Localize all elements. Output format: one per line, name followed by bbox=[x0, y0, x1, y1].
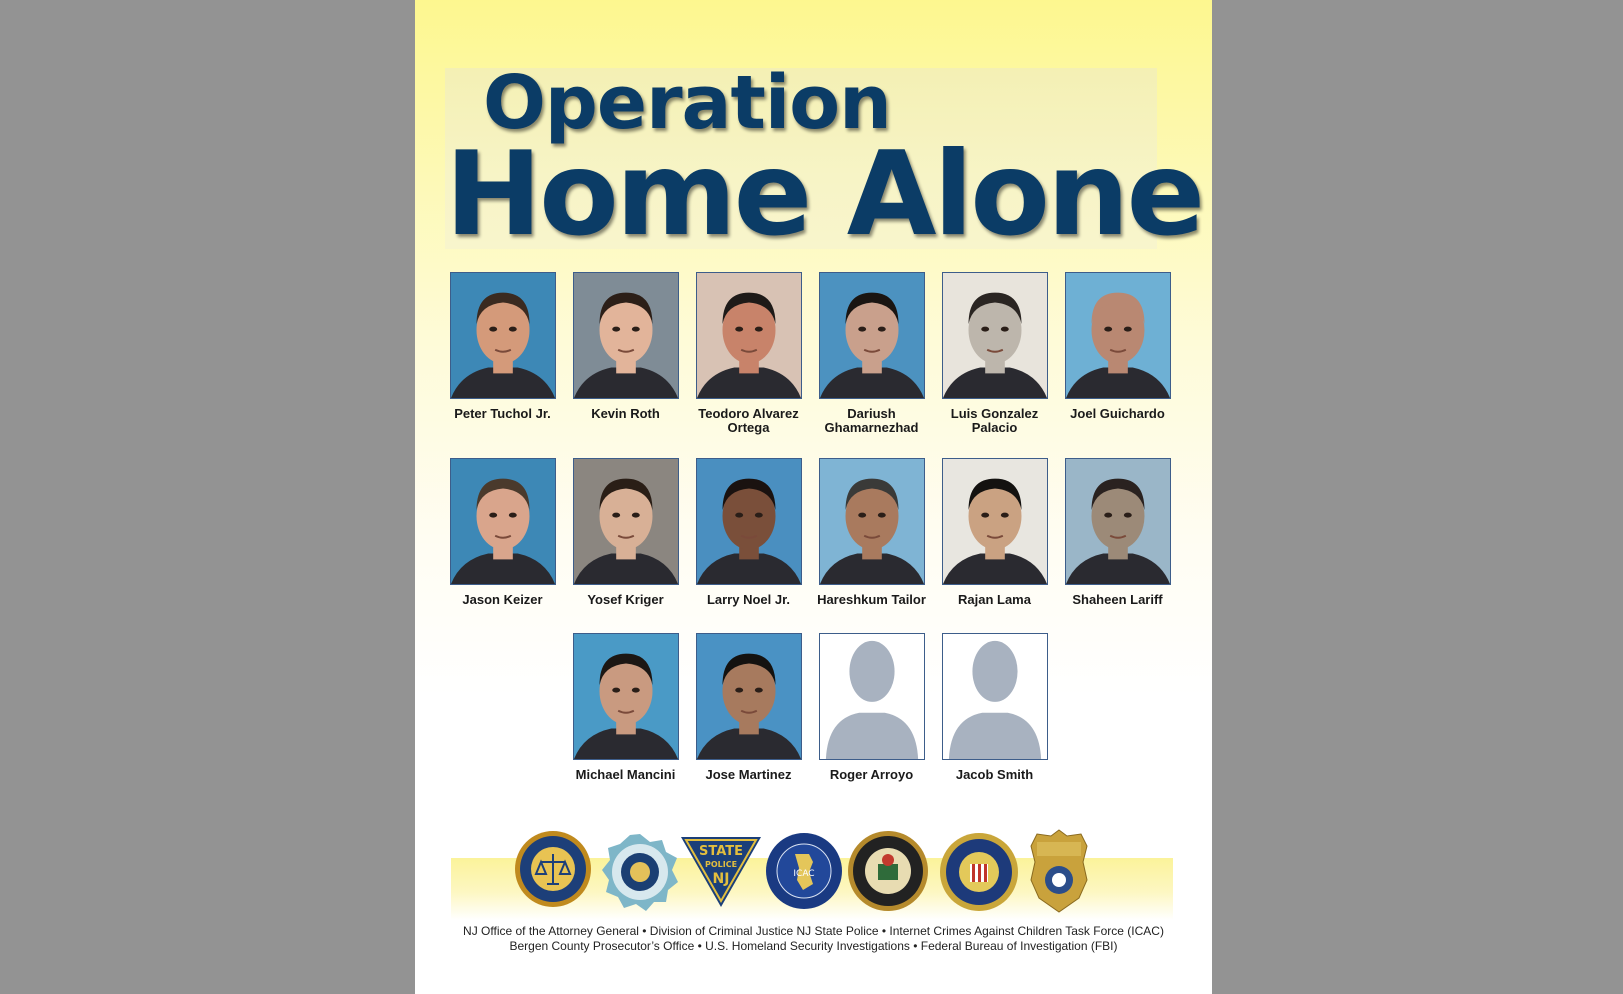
svg-text:NJ: NJ bbox=[712, 871, 730, 887]
mugshot-photo bbox=[573, 633, 679, 760]
person-name: Jacob Smith bbox=[955, 767, 1034, 782]
mugshot-photo bbox=[942, 272, 1048, 399]
person-card bbox=[687, 272, 810, 435]
person-name: Larry Noel Jr. bbox=[706, 592, 791, 607]
person-card bbox=[441, 458, 564, 607]
person-name: Yosef Kriger bbox=[587, 592, 664, 607]
person-card bbox=[933, 272, 1056, 435]
title-line-2: Home Alone bbox=[445, 127, 1203, 262]
person-card bbox=[687, 458, 810, 607]
icac-seal bbox=[765, 832, 843, 910]
person-card bbox=[1056, 458, 1179, 607]
person-name: Dariush Ghamarnezhad bbox=[824, 406, 919, 435]
person-name: Luis Gonzalez Palacio bbox=[950, 406, 1039, 435]
person-name: Michael Mancini bbox=[575, 767, 676, 782]
mugshot-photo bbox=[573, 458, 679, 585]
svg-text:POLICE: POLICE bbox=[704, 860, 738, 869]
mugshot-photo bbox=[573, 272, 679, 399]
criminal-justice-seal bbox=[600, 832, 680, 912]
placeholder-silhouette-icon bbox=[942, 633, 1048, 760]
person-card bbox=[564, 272, 687, 421]
person-name: Rajan Lama bbox=[958, 592, 1031, 607]
mugshot-photo bbox=[696, 272, 802, 399]
mugshot-photo bbox=[819, 272, 925, 399]
person-name: Shaheen Lariff bbox=[1072, 592, 1163, 607]
person-card bbox=[933, 633, 1056, 782]
mugshot-photo bbox=[1065, 272, 1171, 399]
svg-text:STATE: STATE bbox=[698, 844, 744, 859]
attorney-general-seal bbox=[514, 830, 592, 908]
mugshot-photo bbox=[450, 272, 556, 399]
person-card bbox=[687, 633, 810, 782]
homeland-security-badge bbox=[1029, 828, 1089, 914]
fbi-seal bbox=[939, 832, 1019, 912]
title-line-1: Operation bbox=[483, 60, 891, 146]
mugshot-photo bbox=[696, 458, 802, 585]
person-name: Teodoro Alvarez Ortega bbox=[698, 406, 799, 435]
person-card bbox=[933, 458, 1056, 607]
person-card bbox=[441, 272, 564, 421]
person-card bbox=[564, 633, 687, 782]
person-name: Roger Arroyo bbox=[829, 767, 914, 782]
person-card bbox=[810, 633, 933, 782]
footer-line-2: Bergen County Prosecutor’s Office • U.S. Homeland Security Investigations • Federal Bureau of Investigation (FBI) bbox=[509, 939, 1118, 953]
person-name: Jason Keizer bbox=[462, 592, 543, 607]
person-name: Peter Tuchol Jr. bbox=[454, 406, 551, 421]
person-name: Hareshkum Tailor bbox=[817, 592, 926, 607]
state-police-seal bbox=[680, 836, 762, 908]
person-card bbox=[810, 458, 933, 607]
person-card bbox=[810, 272, 933, 435]
svg-text:ICAC: ICAC bbox=[793, 869, 815, 879]
mugshot-photo bbox=[450, 458, 556, 585]
mugshot-photo bbox=[1065, 458, 1171, 585]
mugshot-photo bbox=[819, 458, 925, 585]
mugshot-photo bbox=[696, 633, 802, 760]
person-card bbox=[564, 458, 687, 607]
person-name: Jose Martinez bbox=[705, 767, 792, 782]
placeholder-silhouette-icon bbox=[819, 633, 925, 760]
footer-line-1: NJ Office of the Attorney General • Division of Criminal Justice NJ State Police • Internet Crimes Against Children Task Force (ICAC) bbox=[463, 924, 1164, 938]
person-card bbox=[1056, 272, 1179, 421]
poster bbox=[415, 0, 1212, 994]
mugshot-photo bbox=[942, 458, 1048, 585]
agency-seals bbox=[415, 828, 1212, 918]
person-name: Joel Guichardo bbox=[1070, 406, 1165, 421]
person-name: Kevin Roth bbox=[591, 406, 660, 421]
bergen-county-prosecutor-seal bbox=[847, 830, 929, 912]
